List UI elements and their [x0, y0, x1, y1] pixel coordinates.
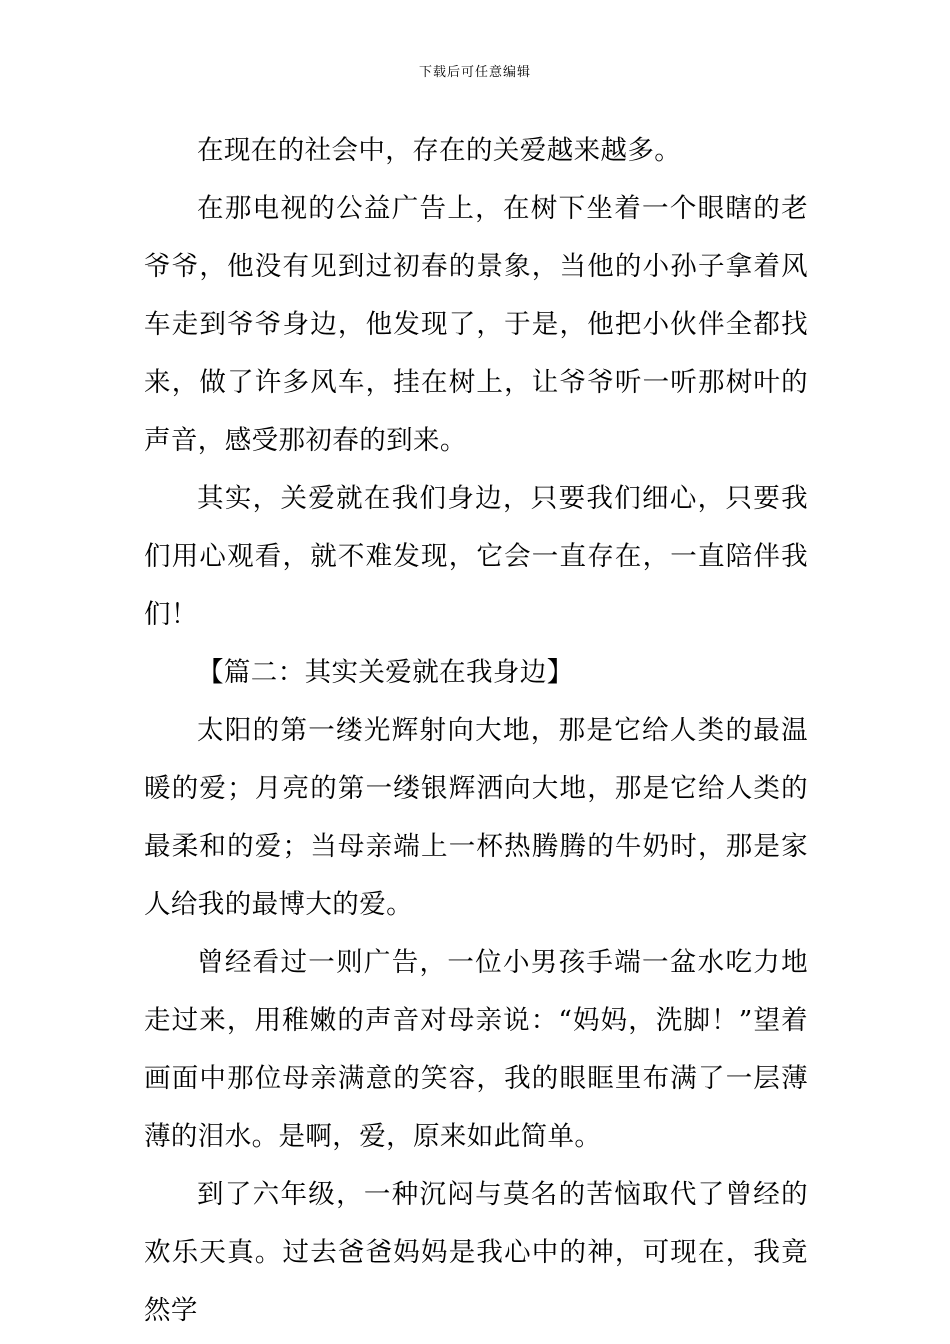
paragraph-2: 在那电视的公益广告上，在树下坐着一个眼瞎的老爷爷，他没有见到过初春的景象，当他的小孙子拿着风车走到爷爷身边，他发现了，于是，他把小伙伴全都找来，做了许多风车，挂在树上，让爷爷听一听那树叶的声音，感受那初春的到来。	[144, 193, 808, 456]
section-heading: 【篇二：其实关爱就在我身边】	[197, 657, 574, 688]
paragraph-3: 其实，关爱就在我们身边，只要我们细心，只要我们用心观看，就不难发现，它会一直存在，一直陪伴我们！	[144, 483, 808, 630]
paragraph-5: 曾经看过一则广告，一位小男孩手端一盆水吃力地走过来，用稚嫩的声音对母亲说：“妈妈，洗脚！”望着画面中那位母亲满意的笑容，我的眼眶里布满了一层薄薄的泪水。是啊，爱，原来如此简单。	[144, 947, 808, 1152]
paragraph-6: 到了六年级，一种沉闷与莫名的苦恼取代了曾经的欢乐天真。过去爸爸妈妈是我心中的神，可现在，我竟然学	[144, 1179, 808, 1326]
paragraph-1: 在现在的社会中，存在的关爱越来越多。	[197, 135, 682, 166]
page-header: 下载后可任意编辑	[418, 65, 531, 80]
document-body	[144, 122, 808, 1340]
paragraph-4: 太阳的第一缕光辉射向大地，那是它给人类的最温暖的爱；月亮的第一缕银辉洒向大地，那是它给人类的最柔和的爱；当母亲端上一杯热腾腾的牛奶时，那是家人给我的最博大的爱。	[144, 715, 808, 920]
